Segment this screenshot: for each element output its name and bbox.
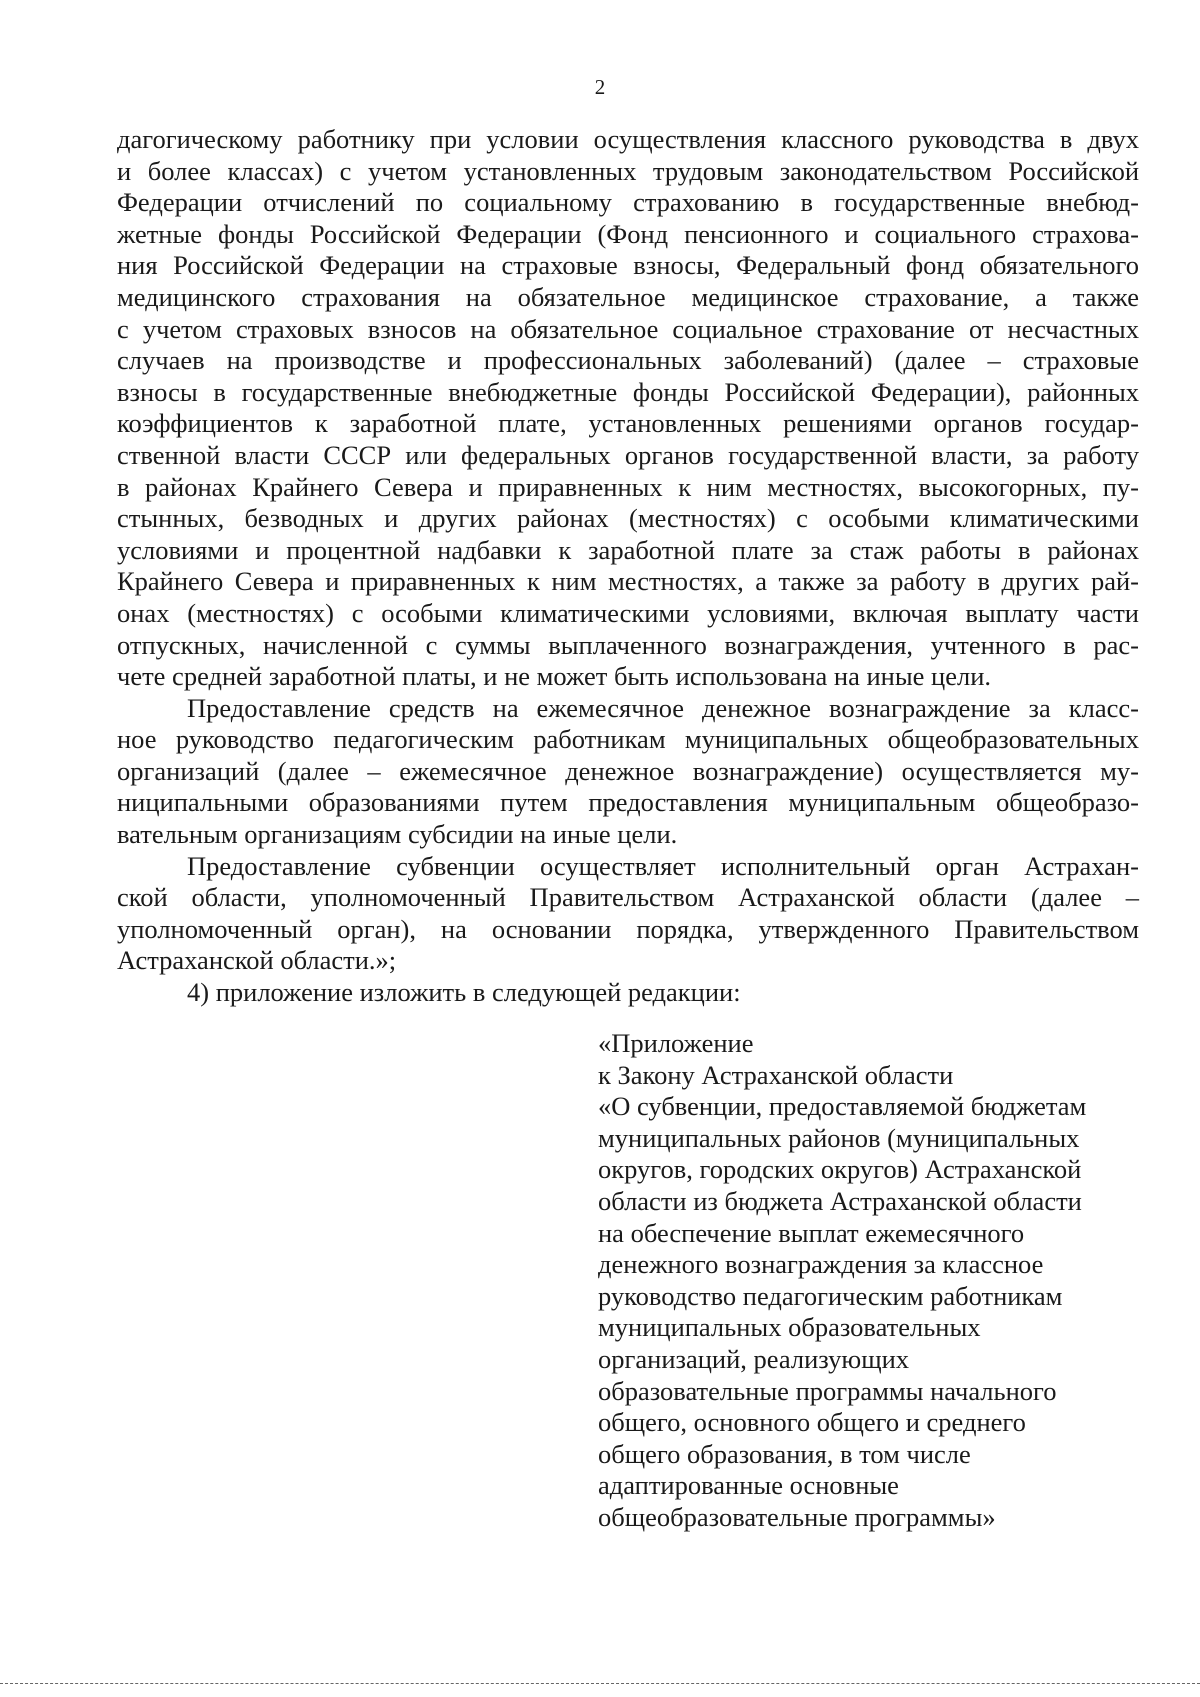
- text-line: Астраханской области.»;: [117, 945, 397, 976]
- text-line: онах (местностях) с особыми климатическими условиями, включая выплату части: [117, 597, 1139, 628]
- text-line: уполномоченный орган), на основании порядка, утвержденного Правительством: [117, 913, 1139, 944]
- annex-line: на обеспечение выплат ежемесячного: [598, 1217, 1025, 1248]
- text-line: отпускных, начисленной с суммы выплаченного вознаграждения, учтенного в рас-: [117, 629, 1139, 660]
- text-line: Предоставление средств на ежемесячное денежное вознаграждение за класс-: [187, 692, 1139, 723]
- text-line: чете средней заработной платы, и не может быть использована на иные цели.: [117, 661, 992, 692]
- paragraph: [117, 693, 1139, 851]
- text-line: ное руководство педагогическим работникам муниципальных общеобразовательных: [117, 724, 1139, 755]
- annex-line: общего образования, в том числе: [598, 1438, 971, 1469]
- footer-divider: [0, 1683, 1200, 1684]
- text-line: ственной власти СССР или федеральных органов государственной власти, за работу: [117, 439, 1139, 470]
- annex-line: денежного вознаграждения за классное: [598, 1249, 1044, 1280]
- annex-line: области из бюджета Астраханской области: [598, 1185, 1082, 1216]
- annex-line: «О субвенции, предоставляемой бюджетам: [598, 1091, 1087, 1122]
- text-line: с учетом страховых взносов на обязательное социальное страхование от несчастных: [117, 313, 1139, 344]
- text-line: случаев на производстве и профессиональных заболеваний) (далее – страховые: [117, 345, 1139, 376]
- text-line: вательным организациям субсидии на иные цели.: [117, 819, 678, 850]
- paragraph: [117, 124, 1139, 693]
- text-line: ния Российской Федерации на страховые взносы, Федеральный фонд обязательного: [117, 250, 1139, 281]
- paragraph: [117, 851, 1139, 977]
- text-line: жетные фонды Российской Федерации (Фонд пенсионного и социального страхова-: [117, 218, 1139, 249]
- annex-line: адаптированные основные: [598, 1470, 899, 1501]
- annex-line: руководство педагогическим работникам: [598, 1280, 1063, 1311]
- annex-line: «Приложение: [598, 1028, 754, 1058]
- annex-line: образовательные программы начального: [598, 1375, 1057, 1406]
- text-line: Федерации отчислений по социальному страхованию в государственные внебюд-: [117, 187, 1139, 218]
- annex-line: округов, городских округов) Астраханской: [598, 1154, 1082, 1185]
- text-line: Крайнего Севера и приравненных к ним местностях, а также за работу в других рай-: [117, 566, 1139, 597]
- text-line: в районах Крайнего Севера и приравненных к ним местностях, высокогорных, пу-: [117, 471, 1139, 502]
- text-line: дагогическому работнику при условии осуществления классного руководства в двух: [117, 124, 1139, 154]
- text-line: 4) приложение изложить в следующей редакции:: [187, 977, 741, 1008]
- text-line: организаций (далее – ежемесячное денежное вознаграждение) осуществляется му-: [117, 755, 1139, 786]
- annex-line: к Закону Астраханской области: [598, 1059, 954, 1090]
- text-line: стынных, безводных и других районах (местностях) с особыми климатическими: [117, 503, 1139, 534]
- text-line: и более классах) с учетом установленных трудовым законодательством Российской: [117, 155, 1139, 186]
- annex-line: общего, основного общего и среднего: [598, 1407, 1026, 1438]
- annex-header: [598, 1028, 1138, 1534]
- text-line: ской области, уполномоченный Правительством Астраханской области (далее –: [117, 882, 1139, 913]
- document-body: [117, 124, 1139, 1009]
- text-line: условиями и процентной надбавки к заработной плате за стаж работы в районах: [117, 534, 1139, 565]
- text-line: Предоставление субвенции осуществляет исполнительный орган Астрахан-: [187, 850, 1139, 881]
- annex-line: муниципальных районов (муниципальных: [598, 1122, 1080, 1153]
- text-line: ниципальными образованиями путем предоставления муниципальным общеобразо-: [117, 787, 1139, 818]
- annex-line: общеобразовательные программы»: [598, 1501, 996, 1532]
- text-line: медицинского страхования на обязательное медицинское страхование, а также: [117, 281, 1139, 312]
- paragraph: [117, 977, 1139, 1009]
- text-line: коэффициентов к заработной плате, установленных решениями органов государ-: [117, 408, 1139, 439]
- annex-line: муниципальных образовательных: [598, 1312, 981, 1343]
- annex-line: организаций, реализующих: [598, 1343, 910, 1374]
- text-line: взносы в государственные внебюджетные фонды Российской Федерации), районных: [117, 376, 1139, 407]
- page-number: 2: [594, 75, 606, 99]
